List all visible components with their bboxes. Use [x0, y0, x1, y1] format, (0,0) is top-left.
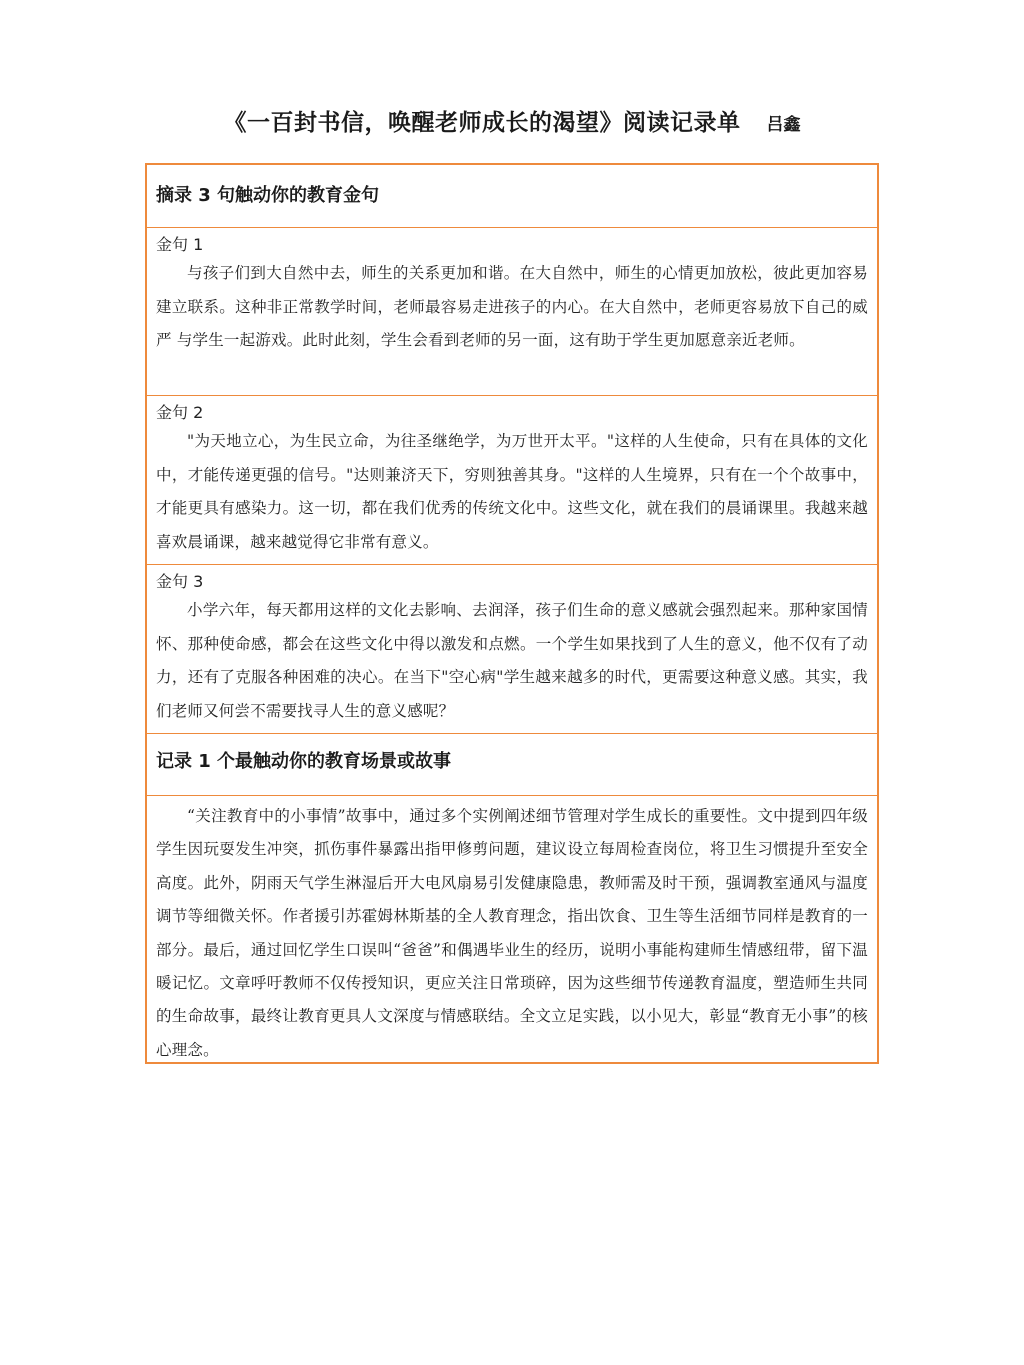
document-author: 吕鑫	[766, 115, 801, 135]
quotes-section-header	[147, 165, 877, 228]
quotes-section-heading: 摘录 3 句触动你的教育金句	[156, 185, 380, 206]
story-text: “关注教育中的小事情”故事中，通过多个实例阐述细节管理对学生成长的重要性。文中提到四年级学生因玩耍发生冲突，抓伤事件暴露出指甲修剪问题，建议设立每周检查岗位，将卫生习惯提升至安全高度。此外，阴雨天气学生淋湿后开大电风扇易引发健康隐患，教师需及时干预，强调教室通风与温度调节等细微关怀。作者援引苏霍姆林斯基的全人教育理念，指出饮食、卫生等生活细节同样是教育的一部分。最后，通过回忆学生口误叫“爸爸”和偶遇毕业生的经历，说明小事能构建师生情感纽带，留下温暖记忆。文章呼吁教师不仅传授知识，更应关注日常琐碎，因为这些细节传递教育温度，塑造师生共同的生命故事，最终让教育更具人文深度与情感联结。全文立足实践，以小见大，彰显“教育无小事”的核心理念。	[156, 807, 868, 1059]
document-title: 《一百封书信，唤醒老师成长的渴望》阅读记录单	[223, 110, 741, 136]
quote-label-2: 金句 2	[156, 403, 204, 422]
story-section-heading: 记录 1 个最触动你的教育场景或故事	[156, 751, 452, 772]
quote-text-3: 小学六年，每天都用这样的文化去影响、去润泽，孩子们生命的意义感就会强烈起来。那种家国情怀、那种使命感，都会在这些文化中得以激发和点燃。一个学生如果找到了人生的意义，他不仅有了动力，还有了克服各种困难的决心。在当下"空心病"学生越来越多的时代，更需要这种意义感。其实，我们老师又何尝不需要找寻人生的意义感呢？	[156, 601, 868, 720]
story-section-header	[147, 734, 877, 796]
document-title-row	[0, 104, 1024, 137]
story-cell	[147, 796, 877, 1062]
quote-cell-3	[147, 565, 877, 734]
quote-text-2: "为天地立心，为生民立命，为往圣继绝学，为万世开太平。"这样的人生使命，只有在具体的文化中，才能传递更强的信号。"达则兼济天下，穷则独善其身。"这样的人生境界，只有在一个个故事中，才能更具有感染力。这一切，都在我们优秀的传统文化中。这些文化，就在我们的晨诵课里。我越来越喜欢晨诵课，越来越觉得它非常有意义。	[156, 432, 868, 551]
quote-cell-1	[147, 228, 877, 396]
quote-label-3: 金句 3	[156, 572, 204, 591]
reading-record-table	[145, 163, 879, 1064]
quote-label-1: 金句 1	[156, 235, 204, 254]
quote-cell-2	[147, 396, 877, 565]
quote-text-1: 与孩子们到大自然中去，师生的关系更加和谐。在大自然中，师生的心情更加放松，彼此更加容易建立联系。这种非正常教学时间，老师最容易走进孩子的内心。在大自然中，老师更容易放下自己的威严 与学生一起游戏。此时此刻，学生会看到老师的另一面，这有助于学生更加愿意亲近老师。	[156, 264, 868, 349]
